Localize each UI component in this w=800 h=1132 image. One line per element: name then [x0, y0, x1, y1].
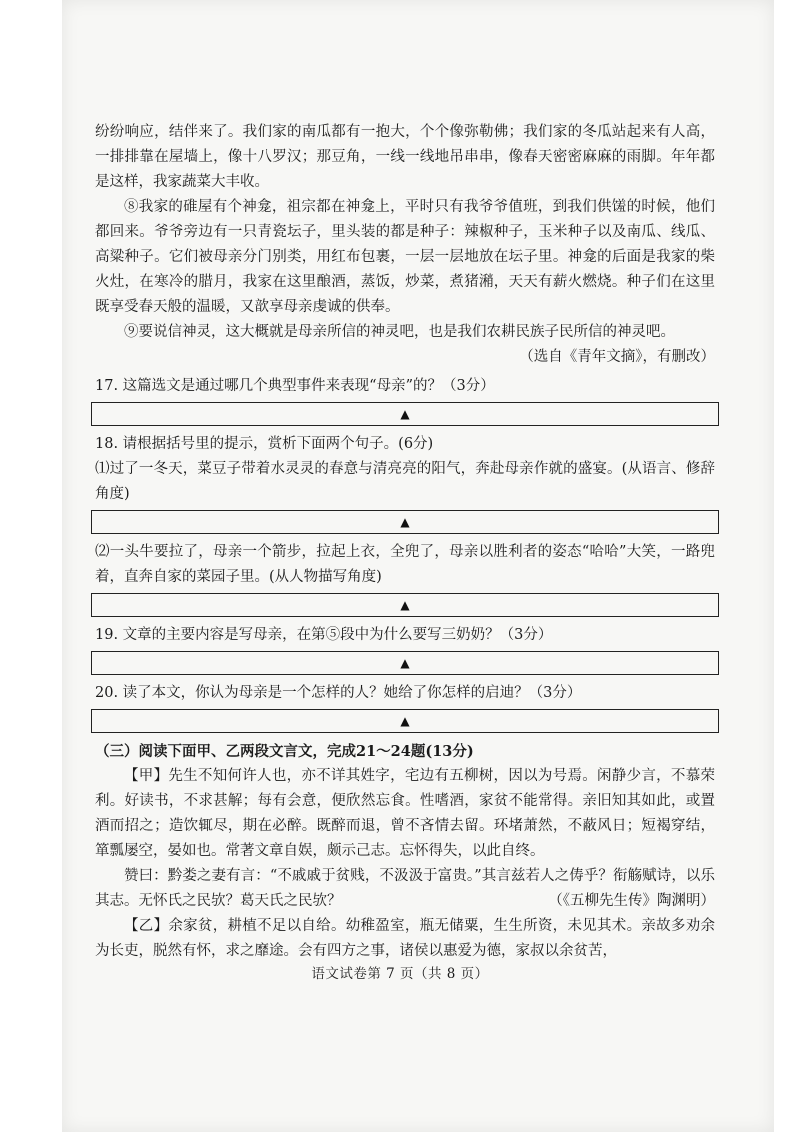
classical-text-yi: 【乙】余家贫，耕植不足以自给。幼稚盈室，瓶无储粟，生生所资，未见其术。亲故多劝余为长吏，脱然有怀，求之靡途。会有四方之事，诸侯以惠爱为德，家叔以余贫苦， [95, 918, 715, 959]
passage-paragraph-7-end: 纷纷响应，结伴来了。我们家的南瓜都有一抱大，个个像弥勒佛；我们家的冬瓜站起来有人高，一排排靠在屋墙上，像十八罗汉；那豆角，一线一线地吊串串，像春天密密麻麻的雨脚。年年都是这样，我家蔬菜大丰收。 [95, 124, 715, 190]
zan-text: 赞曰：黔娄之妻有言：“不戚戚于贫贱，不汲汲于富贵。”其言兹若人之俦乎？衔觞赋诗，以乐其志。无怀氏之民欤？葛天氏之民欤？ [95, 868, 715, 909]
answer-box-19[interactable] [91, 651, 719, 675]
classical-text-zan [95, 864, 715, 914]
question-20: 20. 读了本文，你认为母亲是一个怎样的人？她给了你怎样的启迪？（3分） [95, 685, 582, 701]
answer-marker: ▲ [400, 655, 410, 670]
question-19: 19. 文章的主要内容是写母亲，在第⑤段中为什么要写三奶奶？（3分） [95, 627, 553, 643]
question-18-1: ⑴过了一冬天，菜豆子带着水灵灵的春意与清亮亮的阳气，奔赴母亲作就的盛宴。(从语言、修辞角度) [95, 461, 715, 502]
passage-source: （选自《青年文摘》，有删改） [519, 349, 715, 365]
question-18: 18. 请根据括号里的提示，赏析下面两个句子。(6分) [95, 436, 434, 452]
question-18-2: ⑵一头牛要拉了，母亲一个箭步，拉起上衣，全兜了，母亲以胜利者的姿态“哈哈”大笑，一路兜着，直奔自家的菜园子里。(从人物描写角度) [95, 544, 715, 585]
page-content [95, 120, 715, 964]
answer-marker: ▲ [400, 514, 410, 529]
answer-box-17[interactable] [91, 402, 719, 426]
question-17: 17. 这篇选文是通过哪几个典型事件来表现“母亲”的？（3分） [95, 378, 495, 394]
answer-box-18-2[interactable] [91, 593, 719, 617]
passage-paragraph-9: ⑨要说信神灵，这大概就是母亲所信的神灵吧，也是我们农耕民族子民所信的神灵吧。 [124, 324, 675, 340]
answer-box-18-1[interactable] [91, 510, 719, 534]
answer-marker: ▲ [400, 597, 410, 612]
answer-marker: ▲ [400, 713, 410, 728]
classical-text-jia: 【甲】先生不知何许人也，亦不详其姓字，宅边有五柳树，因以为号焉。闲静少言，不慕荣利。好读书，不求甚解；每有会意，便欣然忘食。性嗜酒，家贫不能常得。亲旧知其如此，或置酒而招之；造饮辄尽，期在必醉。既醉而退，曾不吝情去留。环堵萧然，不蔽风日；短褐穿结，箪瓢屡空，晏如也。常著文章自娱，颇示己志。忘怀得失，以此自终。 [95, 768, 715, 859]
answer-box-20[interactable] [91, 709, 719, 733]
answer-marker: ▲ [400, 406, 410, 421]
section-3-heading: （三）阅读下面甲、乙两段文言文，完成21～24题(13分) [95, 743, 474, 760]
passage-paragraph-8: ⑧我家的碓屋有个神龛，祖宗都在神龛上，平时只有我爷爷值班，到我们供馐的时候，他们都回来。爷爷旁边有一只青瓷坛子，里头装的都是种子：辣椒种子，玉米种子以及南瓜、线瓜、高粱种子。它们被母亲分门别类，用红布包裹，一层一层地放在坛子里。神龛的后面是我家的柴火灶，在寒冷的腊月，我家在这里酿酒，蒸饭，炒菜，煮猪潲，天天有薪火燃烧。种子们在这里既享受春天般的温暖，又歆享母亲虔诚的供奉。 [95, 199, 715, 315]
page-footer: 语文试卷第 7 页（共 8 页） [311, 966, 489, 982]
zan-source: （《五柳先生传》陶渊明） [548, 893, 715, 909]
